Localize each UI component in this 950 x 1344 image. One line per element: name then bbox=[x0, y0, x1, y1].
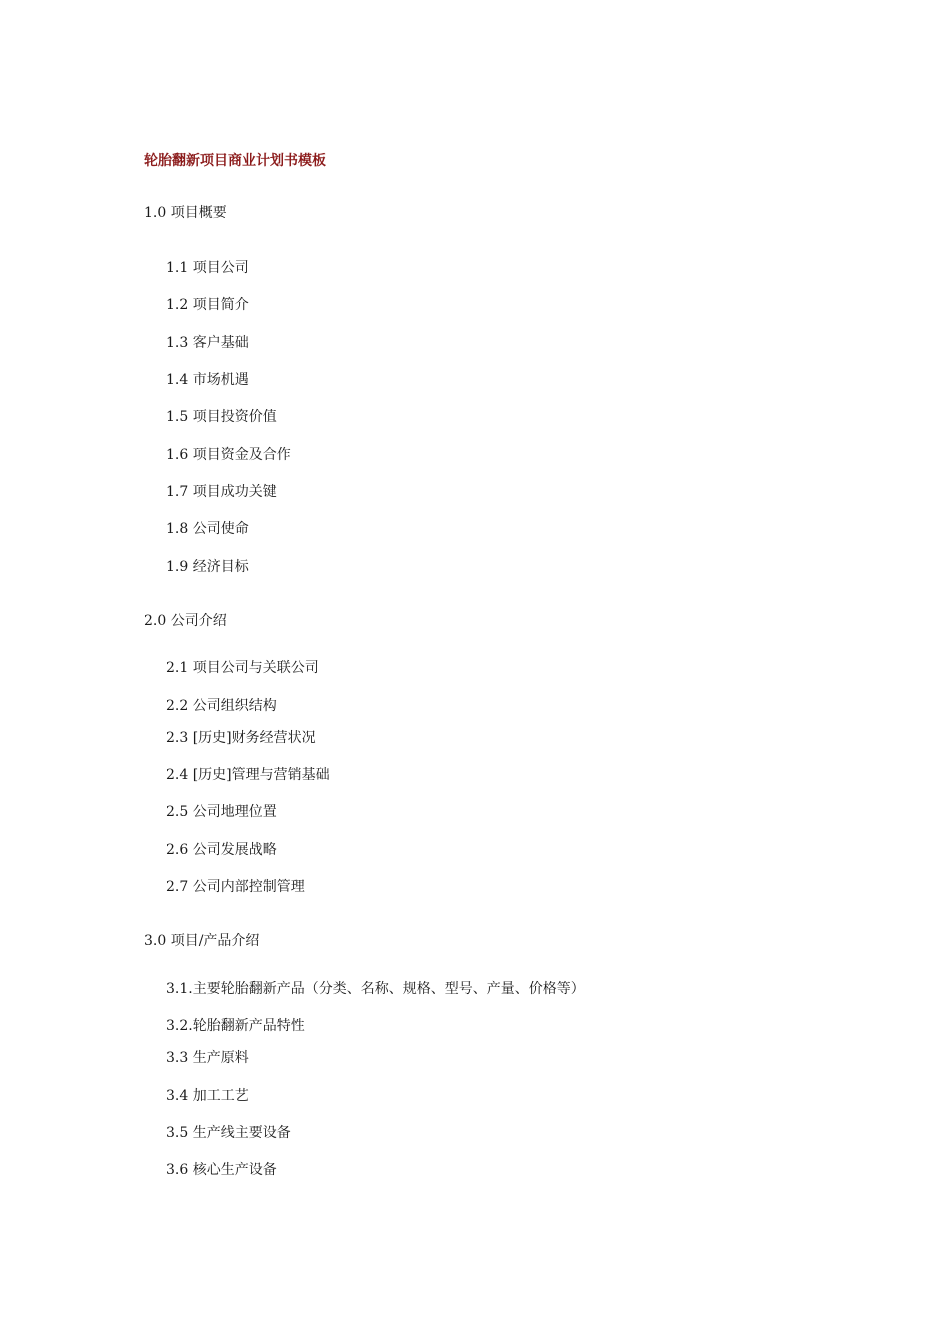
toc-item: 1.9 经济目标 bbox=[166, 559, 249, 575]
section-heading: 2.0 公司介绍 bbox=[144, 613, 227, 629]
section-heading: 3.0 项目/产品介绍 bbox=[144, 933, 260, 949]
toc-item: 1.6 项目资金及合作 bbox=[166, 447, 291, 463]
toc-item: 2.3 [历史]财务经营状况 bbox=[166, 730, 316, 746]
toc-item: 2.7 公司内部控制管理 bbox=[166, 879, 305, 895]
toc-item: 2.5 公司地理位置 bbox=[166, 804, 277, 820]
toc-item: 1.2 项目简介 bbox=[166, 297, 249, 313]
toc-item: 3.2.轮胎翻新产品特性 bbox=[166, 1018, 305, 1034]
toc-item: 3.1.主要轮胎翻新产品（分类、名称、规格、型号、产量、价格等） bbox=[166, 981, 585, 997]
toc-item: 2.6 公司发展战略 bbox=[166, 842, 277, 858]
toc-item: 3.3 生产原料 bbox=[166, 1050, 249, 1066]
toc-item: 1.5 项目投资价值 bbox=[166, 409, 277, 425]
toc-item: 2.4 [历史]管理与营销基础 bbox=[166, 767, 330, 783]
toc-item: 1.8 公司使命 bbox=[166, 521, 249, 537]
section-heading: 1.0 项目概要 bbox=[144, 205, 227, 221]
toc-item: 1.3 客户基础 bbox=[166, 335, 249, 351]
toc-item: 2.1 项目公司与关联公司 bbox=[166, 660, 319, 676]
toc-item: 3.6 核心生产设备 bbox=[166, 1162, 277, 1178]
toc-item: 3.4 加工工艺 bbox=[166, 1088, 249, 1104]
toc-item: 1.4 市场机遇 bbox=[166, 372, 249, 388]
document-title: 轮胎翻新项目商业计划书模板 bbox=[144, 153, 326, 169]
toc-item: 2.2 公司组织结构 bbox=[166, 698, 277, 714]
toc-item: 1.1 项目公司 bbox=[166, 260, 249, 276]
toc-item: 1.7 项目成功关键 bbox=[166, 484, 277, 500]
toc-item: 3.5 生产线主要设备 bbox=[166, 1125, 291, 1141]
